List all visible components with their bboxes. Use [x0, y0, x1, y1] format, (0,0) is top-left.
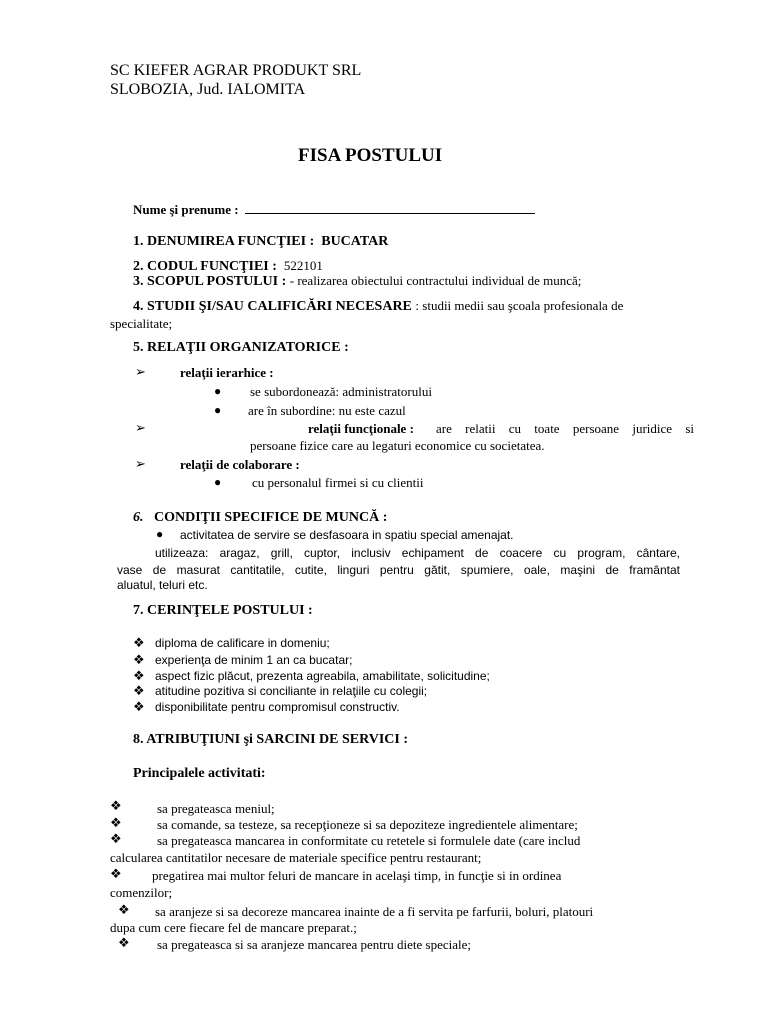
name-field-blank [245, 201, 535, 214]
bullet-dot-icon: ● [214, 475, 222, 489]
section-4-value-cont: specialitate; [110, 316, 173, 331]
requirement-item: diploma de calificare in domeniu; [155, 636, 330, 650]
diamond-bullet-icon: ❖ [133, 635, 145, 650]
list-item: se subordonează: administratorului [250, 384, 432, 399]
company-name: SC KIEFER AGRAR PRODUKT SRL [110, 62, 362, 79]
arrow-icon: ➢ [135, 456, 146, 471]
section-8-label: 8. ATRIBUŢIUNI şi SARCINI DE SERVICI : [133, 732, 409, 747]
section-3 [133, 273, 581, 290]
relatii-functionale-text [436, 421, 694, 437]
name-field [133, 201, 535, 218]
diamond-bullet-icon: ❖ [133, 683, 145, 698]
name-field-label: Nume şi prenume : [133, 202, 239, 217]
section-2-label: 2. CODUL FUNCŢIEI : [133, 259, 277, 274]
section-4-value: : studii medii sau şcoala profesionala de [415, 298, 624, 313]
para-line: utilizeaza: aragaz, grill, cuptor, inclusiv echipament de coacere cu program, cântare, [155, 546, 680, 560]
diamond-bullet-icon: ❖ [133, 699, 145, 714]
page-title: FISA POSTULUI [298, 145, 443, 166]
section-6-para-line1 [155, 546, 680, 560]
requirement-item: disponibilitate pentru compromisul constructiv. [155, 700, 400, 714]
duty-item-cont: calcularea cantitatilor necesare de materiale specifice pentru restaurant; [110, 850, 482, 865]
relatii-colaborare-label: relaţii de colaborare : [180, 457, 300, 472]
duty-item: sa aranjeze si sa decoreze mancarea inainte de a fi servita pe farfurii, boluri, platouri [155, 904, 594, 919]
section-6-bullet: activitatea de servire se desfasoara in spatiu special amenajat. [180, 528, 514, 542]
section-6-para-line2 [117, 563, 680, 577]
section-3-value: - realizarea obiectului contractului individual de muncă; [289, 273, 582, 288]
relatii-ierarhice-label: relaţii ierarhice : [180, 365, 274, 380]
diamond-bullet-icon: ❖ [118, 935, 130, 950]
bullet-dot-icon: ● [214, 403, 222, 417]
relatii-functionale-cont: persoane fizice care au legaturi economice cu societatea. [250, 438, 545, 453]
duty-item: pregatirea mai multor feluri de mancare in acelaşi timp, in funcţie si in ordinea [152, 868, 562, 883]
section-4 [133, 298, 623, 315]
section-6-para-line3: aluatul, teluri etc. [117, 578, 208, 592]
section-3-label: 3. SCOPUL POSTULUI : [133, 274, 287, 289]
section-5-label: 5. RELAŢII ORGANIZATORICE : [133, 340, 349, 355]
relatii-functionale-label: relaţii funcţionale : [308, 421, 414, 436]
section-1-label: 1. DENUMIREA FUNCŢIEI : [133, 234, 315, 249]
section-8-subheading: Principalele activitati: [133, 766, 266, 781]
diamond-bullet-icon: ❖ [110, 831, 122, 846]
section-4-label: 4. STUDII ŞI/SAU CALIFICĂRI NECESARE [133, 299, 412, 314]
arrow-icon: ➢ [135, 420, 146, 435]
diamond-bullet-icon: ❖ [110, 866, 122, 881]
list-item: cu personalul firmei si cu clientii [252, 475, 424, 490]
duty-item: sa pregateasca mancarea in conformitate cu retetele si formulele date (care includ [157, 833, 581, 848]
duty-item: sa comande, sa testeze, sa recepţioneze si sa depoziteze ingredientele alimentare; [157, 817, 578, 832]
relatii-functionale-line: are relatii cu toate persoane juridice si [436, 421, 694, 436]
duty-item: sa pregateasca si sa aranjeze mancarea pentru diete speciale; [157, 937, 471, 952]
diamond-bullet-icon: ❖ [133, 668, 145, 683]
section-7-label: 7. CERINŢELE POSTULUI : [133, 603, 313, 618]
duty-item: sa pregateasca meniul; [157, 801, 275, 816]
requirement-item: experienţa de minim 1 an ca bucatar; [155, 653, 353, 667]
section-6-number: 6. [133, 510, 144, 525]
section-1 [133, 234, 388, 250]
diamond-bullet-icon: ❖ [110, 798, 122, 813]
requirement-item: aspect fizic plăcut, prezenta agreabila, amabilitate, solicitudine; [155, 669, 490, 683]
list-item: are în subordine: nu este cazul [248, 403, 406, 418]
arrow-icon: ➢ [135, 364, 146, 379]
requirement-item: atitudine pozitiva si conciliante in relaţiile cu colegii; [155, 684, 428, 698]
bullet-dot-icon: ● [156, 527, 164, 541]
duty-item-cont: dupa cum cere fiecare fel de mancare preparat.; [110, 920, 357, 935]
bullet-dot-icon: ● [214, 384, 222, 398]
section-1-value: BUCATAR [321, 234, 389, 249]
duty-item-cont: comenzilor; [110, 885, 173, 900]
diamond-bullet-icon: ❖ [118, 902, 130, 917]
section-2-value: 522101 [283, 258, 323, 273]
section-6-label: CONDIŢII SPECIFICE DE MUNCĂ : [154, 510, 388, 525]
diamond-bullet-icon: ❖ [133, 652, 145, 667]
section-6 [133, 510, 387, 526]
company-location: SLOBOZIA, Jud. IALOMITA [110, 81, 306, 98]
diamond-bullet-icon: ❖ [110, 815, 122, 830]
para-line: vase de masurat cantitatile, cutite, linguri pentru gătit, spumiere, oale, maşini de framântat [117, 563, 680, 577]
